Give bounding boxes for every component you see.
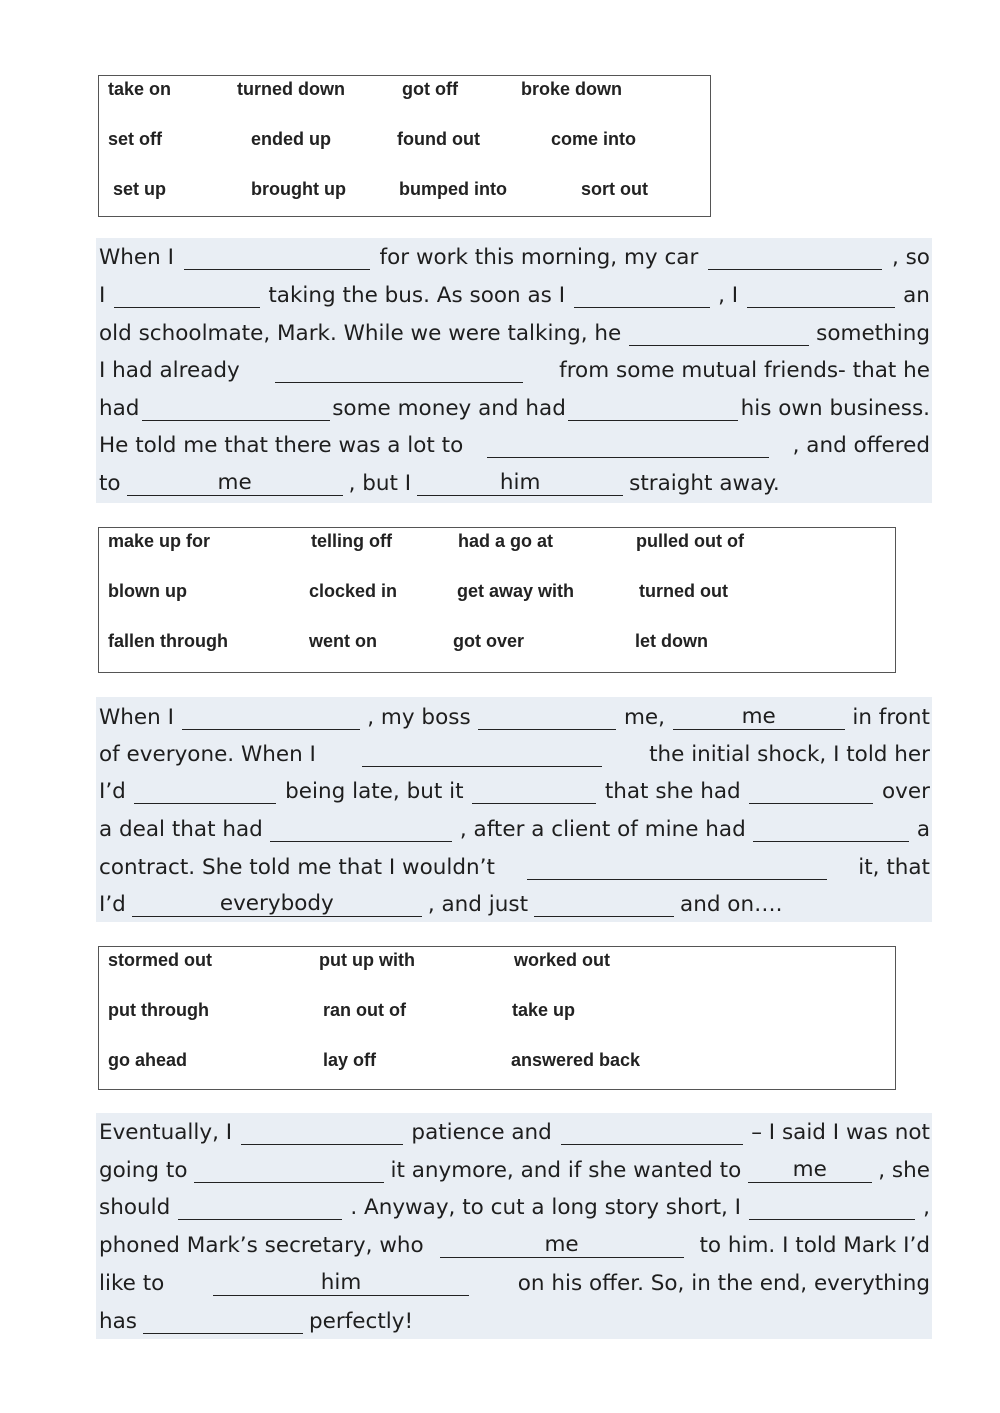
word-option: go ahead: [108, 1050, 188, 1070]
word-option: put up with: [319, 950, 415, 970]
text: something: [816, 321, 930, 346]
text: the initial shock, I told her: [649, 742, 930, 767]
text: , she: [878, 1158, 930, 1183]
word-option: got off: [402, 79, 458, 99]
word-option: ended up: [251, 129, 331, 149]
word-option: had a go at: [458, 531, 554, 551]
paragraph-line: [99, 776, 930, 804]
paragraph-line: [99, 1117, 930, 1145]
text: on his offer. So, in the end, everything: [517, 1271, 930, 1296]
word-option: went on: [309, 631, 377, 651]
text: Eventually, I: [99, 1120, 233, 1145]
answer-blank[interactable]: [749, 779, 873, 804]
paragraph-line: [99, 242, 930, 270]
text: I: [99, 283, 106, 308]
answer-blank[interactable]: him: [417, 471, 623, 496]
text: over: [881, 779, 930, 804]
word-option: take on: [108, 79, 172, 99]
paragraph-line: [99, 355, 930, 383]
text: phoned Mark’s secretary, who: [99, 1233, 424, 1258]
paragraph-line: [99, 814, 930, 842]
paragraph-line: [99, 468, 930, 496]
answer-blank[interactable]: [708, 245, 882, 270]
paragraph-line: [99, 1230, 930, 1258]
paragraph-2: [96, 697, 932, 922]
answer-blank[interactable]: [270, 817, 452, 842]
word-option: pulled out of: [636, 531, 744, 551]
word-option: set off: [108, 129, 162, 149]
text: it, that: [858, 855, 930, 880]
text: being late, but it: [285, 779, 464, 804]
text: from some mutual friends- that he: [559, 358, 930, 383]
answer-blank[interactable]: [574, 283, 710, 308]
text: I’d: [99, 779, 126, 804]
text: patience and: [411, 1120, 552, 1145]
word-box-1: [98, 75, 711, 217]
text: me,: [623, 705, 665, 730]
answer-blank[interactable]: [143, 1309, 303, 1334]
paragraph-line: [99, 1155, 930, 1183]
answer-blank[interactable]: me: [748, 1158, 872, 1183]
answer-blank[interactable]: [178, 1195, 342, 1220]
answer-blank[interactable]: [478, 705, 616, 730]
word-option: brought up: [251, 179, 346, 199]
answer-blank[interactable]: [472, 779, 596, 804]
answer-blank[interactable]: [753, 817, 909, 842]
text: – I said I was not: [751, 1120, 930, 1145]
text: taking the bus. As soon as I: [268, 283, 566, 308]
answer-blank[interactable]: [142, 396, 330, 421]
answer-blank[interactable]: [182, 705, 360, 730]
word-option: turned down: [237, 79, 345, 99]
text: a: [916, 817, 930, 842]
answer-blank[interactable]: [749, 1195, 915, 1220]
text: ,: [923, 1195, 930, 1220]
word-option: broke down: [521, 79, 623, 99]
text: . Anyway, to cut a long story short, I: [350, 1195, 742, 1220]
word-box-2: [98, 527, 896, 673]
answer-blank[interactable]: [561, 1120, 743, 1145]
text: for work this morning, my car: [379, 245, 699, 270]
answer-blank[interactable]: [184, 245, 370, 270]
answer-blank[interactable]: [629, 321, 809, 346]
paragraph-line: [99, 1306, 930, 1334]
word-option: come into: [551, 129, 637, 149]
text: , and just: [427, 892, 529, 917]
text: going to: [99, 1158, 188, 1183]
text: perfectly!: [309, 1309, 414, 1334]
word-option: make up for: [108, 531, 211, 551]
text: When I: [99, 705, 174, 730]
answer-blank[interactable]: [241, 1120, 403, 1145]
word-option: clocked in: [309, 581, 398, 601]
text: I had already: [99, 358, 240, 383]
word-option: put through: [108, 1000, 209, 1020]
text: his own business.: [740, 396, 930, 421]
answer-blank[interactable]: [194, 1158, 384, 1183]
paragraph-3: [96, 1113, 932, 1339]
text: should: [99, 1195, 171, 1220]
word-option: let down: [635, 631, 708, 651]
answer-blank[interactable]: him: [213, 1271, 469, 1296]
text: and on….: [680, 892, 783, 917]
word-option: got over: [453, 631, 525, 651]
text: , my boss: [367, 705, 471, 730]
answer-blank[interactable]: [527, 855, 827, 880]
word-option: worked out: [514, 950, 611, 970]
word-option: answered back: [511, 1050, 641, 1070]
text: has: [99, 1309, 138, 1334]
text: had: [99, 396, 140, 421]
paragraph-line: [99, 280, 930, 308]
answer-blank[interactable]: [134, 779, 276, 804]
word-option: blown up: [108, 581, 187, 601]
text: of everyone. When I: [99, 742, 316, 767]
text: to: [99, 471, 121, 496]
text: in front: [852, 705, 930, 730]
word-option: fallen through: [108, 631, 228, 651]
text: , so: [891, 245, 930, 270]
answer-blank[interactable]: me: [673, 705, 845, 730]
paragraph-line: [99, 852, 930, 880]
paragraph-line: [99, 393, 930, 421]
paragraph-line: [99, 889, 930, 917]
answer-blank[interactable]: [747, 283, 895, 308]
text: that she had: [604, 779, 741, 804]
text: like to: [99, 1271, 165, 1296]
text: contract. She told me that I wouldn’t: [99, 855, 495, 880]
answer-blank[interactable]: [114, 283, 260, 308]
answer-blank[interactable]: [568, 396, 738, 421]
answer-blank[interactable]: me: [440, 1233, 684, 1258]
text: a deal that had: [99, 817, 263, 842]
text: an: [903, 283, 930, 308]
word-option: telling off: [311, 531, 392, 551]
paragraph-1: [96, 238, 932, 503]
text: I’d: [99, 892, 126, 917]
paragraph-line: [99, 1192, 930, 1220]
word-option: ran out of: [323, 1000, 406, 1020]
word-option: sort out: [581, 179, 648, 199]
word-box-3: [98, 946, 896, 1090]
word-option: get away with: [457, 581, 575, 601]
word-option: take up: [512, 1000, 576, 1020]
answer-blank[interactable]: me: [127, 471, 343, 496]
text: old schoolmate, Mark. While we were talking, he: [99, 321, 622, 346]
word-option: set up: [113, 179, 167, 199]
text: , but I: [348, 471, 412, 496]
word-option: lay off: [323, 1050, 377, 1070]
text: it anymore, and if she wanted to: [390, 1158, 742, 1183]
text: When I: [99, 245, 174, 270]
text: , I: [718, 283, 739, 308]
text: to him. I told Mark I’d: [699, 1233, 930, 1258]
paragraph-line: [99, 702, 930, 730]
word-option: found out: [397, 129, 480, 149]
paragraph-line: [99, 430, 930, 458]
text: some money and had: [332, 396, 566, 421]
answer-blank[interactable]: [487, 433, 769, 458]
answer-blank[interactable]: [275, 358, 523, 383]
word-option: stormed out: [108, 950, 213, 970]
text: He told me that there was a lot to: [99, 433, 464, 458]
word-option: bumped into: [399, 179, 507, 199]
answer-blank[interactable]: [534, 892, 674, 917]
paragraph-line: [99, 318, 930, 346]
word-option: turned out: [639, 581, 728, 601]
text: , after a client of mine had: [459, 817, 746, 842]
text: , and offered: [792, 433, 930, 458]
answer-blank[interactable]: [362, 742, 602, 767]
paragraph-line: [99, 739, 930, 767]
paragraph-line: [99, 1268, 930, 1296]
answer-blank[interactable]: everybody: [132, 892, 422, 917]
text: straight away.: [629, 471, 780, 496]
